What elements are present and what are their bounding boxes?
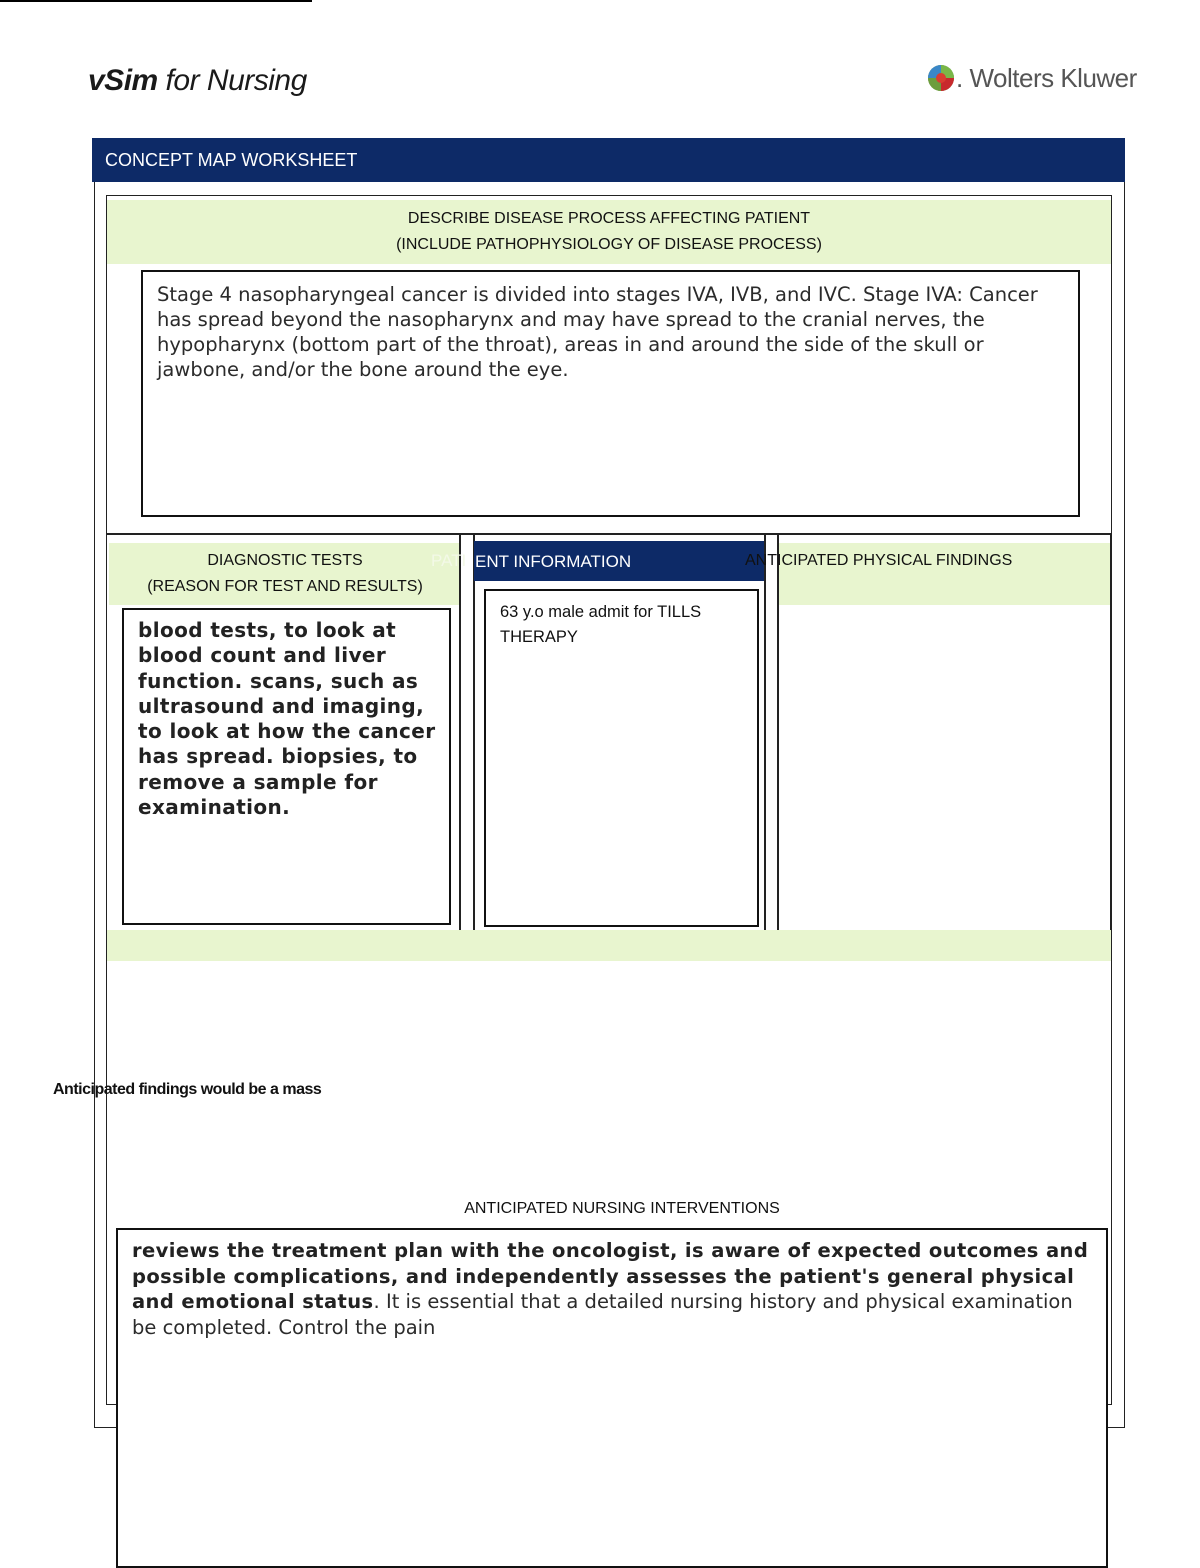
- nursing-interventions-heading: ANTICIPATED NURSING INTERVENTIONS: [464, 1200, 780, 1217]
- wolters-kluwer-logo: . Wolters Kluwer: [928, 62, 1137, 94]
- patient-info-header-overflow: PATI: [431, 551, 467, 570]
- physical-findings-note[interactable]: Anticipated findings would be a mass: [53, 1081, 322, 1098]
- physical-findings-title: ANTICIPATED PHYSICAL FINDINGS: [745, 552, 1013, 569]
- patient-info-header: ENT INFORMATION: [474, 541, 764, 581]
- disease-process-header: DESCRIBE DISEASE PROCESS AFFECTING PATIENT (INCLUDE PATHOPHYSIOLOGY OF DISEASE PROCESS): [107, 200, 1111, 264]
- worksheet-banner: CONCEPT MAP WORKSHEET: [92, 138, 1125, 182]
- section-divider: [107, 533, 1111, 535]
- column-divider-right: [764, 535, 766, 930]
- wolters-kluwer-globe-icon: [928, 65, 954, 91]
- diagnostic-tests-textbox[interactable]: blood tests, to look at blood count and liver function. scans, such as ultrasound and imaging, to look at how the cancer has spread. biopsies, to remove a sample for examination.: [122, 608, 451, 925]
- column-divider-left: [459, 535, 461, 930]
- lower-section-band: [107, 930, 1111, 961]
- vsim-logo: vSim for Nursing: [88, 64, 307, 97]
- column-divider-left-2: [473, 535, 475, 930]
- disease-process-textbox[interactable]: Stage 4 nasopharyngeal cancer is divided into stages IVA, IVB, and IVC. Stage IVA: Cancer has spread beyond the nasopharynx and may have spread to the cranial nerves, the hypopharynx (bottom part of the throat), areas in and around the side of the skull or jawbone, and/or the bone around the eye.: [141, 270, 1080, 517]
- nursing-interventions-textbox[interactable]: reviews the treatment plan with the oncologist, is aware of expected outcomes and possible complications, and independently assesses the patient's general physical and emotional status. It is essential that a detailed nursing history and physical examination be completed. Control the pain: [116, 1228, 1108, 1568]
- top-rule: [0, 0, 312, 2]
- diagnostic-tests-header: DIAGNOSTIC TESTS (REASON FOR TEST AND RESULTS): [109, 543, 461, 605]
- physical-findings-right-border: [1110, 535, 1112, 930]
- patient-info-textbox[interactable]: 63 y.o male admit for TILLS THERAPY: [484, 589, 759, 927]
